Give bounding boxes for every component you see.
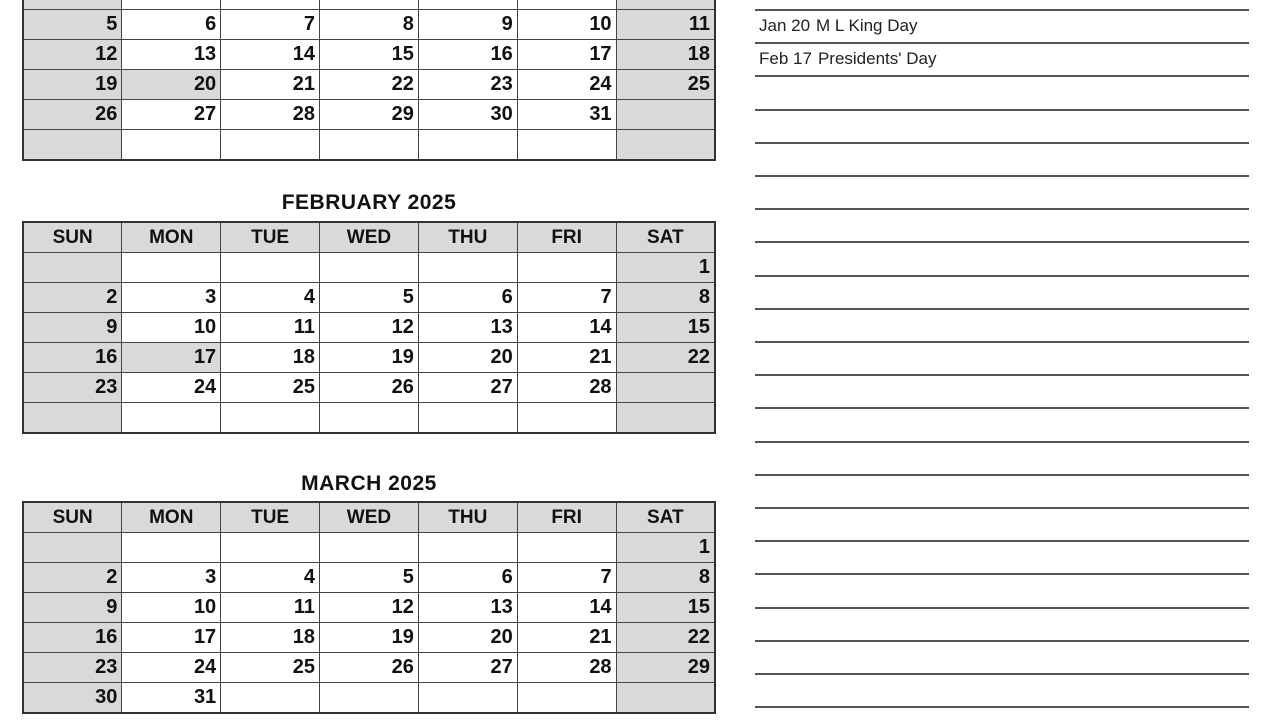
holiday-date: Feb 17 [759, 49, 812, 68]
date-cell: 15 [616, 593, 715, 623]
date-cell: 1 [616, 533, 715, 563]
date-cell: 8 [320, 10, 419, 40]
date-cell [122, 533, 221, 563]
note-line [755, 341, 1249, 343]
date-cell: 28 [221, 100, 320, 130]
week-row [23, 253, 715, 283]
date-cell [616, 0, 715, 10]
note-line [755, 109, 1249, 111]
date-cell: 22 [616, 343, 715, 373]
date-cell: 17 [122, 343, 221, 373]
date-cell: 4 [221, 283, 320, 313]
date-cell [418, 0, 517, 10]
date-cell [221, 0, 320, 10]
date-cell: 15 [320, 40, 419, 70]
week-row [23, 373, 715, 403]
date-cell [23, 130, 122, 161]
date-cell: 12 [320, 593, 419, 623]
date-cell [122, 0, 221, 10]
date-cell: 10 [517, 10, 616, 40]
date-cell: 23 [23, 373, 122, 403]
date-cell: 16 [23, 623, 122, 653]
date-cell: 11 [616, 10, 715, 40]
date-cell [418, 253, 517, 283]
february-title: FEBRUARY 2025 [281, 191, 457, 214]
date-cell: 24 [517, 70, 616, 100]
week-row [23, 563, 715, 593]
date-cell: 26 [320, 653, 419, 683]
date-cell: 11 [221, 593, 320, 623]
holiday-date: Jan 20 [759, 16, 811, 35]
date-cell [418, 533, 517, 563]
date-cell: 30 [418, 100, 517, 130]
week-row [23, 40, 715, 70]
date-cell: 28 [517, 373, 616, 403]
date-cell [320, 533, 419, 563]
note-line [755, 474, 1249, 476]
date-cell: 16 [418, 40, 517, 70]
date-cell [517, 0, 616, 10]
week-row [23, 683, 715, 714]
march-calendar [22, 501, 716, 714]
date-cell: 13 [418, 593, 517, 623]
date-cell: 11 [221, 313, 320, 343]
day-header-sat: SAT [616, 222, 715, 253]
date-cell [320, 403, 419, 434]
date-cell: 10 [122, 593, 221, 623]
date-cell: 19 [320, 343, 419, 373]
week-row [23, 403, 715, 434]
note-line [755, 175, 1249, 177]
date-cell: 15 [616, 313, 715, 343]
date-cell: 25 [616, 70, 715, 100]
date-cell [418, 130, 517, 161]
note-line [755, 407, 1249, 409]
february-calendar [22, 221, 716, 434]
date-cell: 5 [320, 283, 419, 313]
date-cell: 24 [122, 373, 221, 403]
date-cell [221, 533, 320, 563]
date-cell: 18 [616, 40, 715, 70]
day-header-tue: TUE [221, 222, 320, 253]
date-cell: 9 [418, 10, 517, 40]
note-line [755, 706, 1249, 708]
week-row [23, 593, 715, 623]
note-line [755, 374, 1249, 376]
date-cell [221, 403, 320, 434]
date-cell [418, 683, 517, 714]
date-cell: 10 [122, 313, 221, 343]
date-cell: 20 [418, 623, 517, 653]
date-cell: 13 [418, 313, 517, 343]
week-row [23, 70, 715, 100]
date-cell: 24 [122, 653, 221, 683]
date-cell: 5 [320, 563, 419, 593]
week-row [23, 343, 715, 373]
date-cell [616, 403, 715, 434]
date-cell: 14 [517, 593, 616, 623]
date-cell: 8 [616, 283, 715, 313]
note-line [755, 142, 1249, 144]
date-cell: 19 [320, 623, 419, 653]
date-cell [616, 373, 715, 403]
note-line [755, 441, 1249, 443]
date-cell: 1 [616, 253, 715, 283]
date-cell [517, 253, 616, 283]
date-cell: 27 [418, 373, 517, 403]
january-calendar [22, 0, 716, 161]
date-cell: 25 [221, 373, 320, 403]
date-cell [517, 533, 616, 563]
day-header-thu: THU [418, 222, 517, 253]
date-cell: 14 [221, 40, 320, 70]
date-cell: 21 [517, 343, 616, 373]
note-line [755, 42, 1249, 44]
day-header-mon: MON [122, 502, 221, 533]
date-cell [320, 253, 419, 283]
week-row [23, 100, 715, 130]
date-cell [122, 253, 221, 283]
date-cell: 9 [23, 593, 122, 623]
date-cell [122, 130, 221, 161]
date-cell: 12 [320, 313, 419, 343]
date-cell: 14 [517, 313, 616, 343]
note-line [755, 540, 1249, 542]
note-line [755, 275, 1249, 277]
date-cell: 6 [122, 10, 221, 40]
date-cell: 18 [221, 623, 320, 653]
day-header-fri: FRI [517, 502, 616, 533]
note-line [755, 308, 1249, 310]
week-row [23, 623, 715, 653]
date-cell: 22 [616, 623, 715, 653]
date-cell [122, 403, 221, 434]
date-cell: 21 [221, 70, 320, 100]
date-cell [616, 100, 715, 130]
date-cell: 27 [418, 653, 517, 683]
note-line [755, 75, 1249, 77]
date-cell: 27 [122, 100, 221, 130]
note-line [755, 673, 1249, 675]
date-cell: 29 [320, 100, 419, 130]
date-cell: 6 [418, 283, 517, 313]
week-row [23, 653, 715, 683]
date-cell [221, 253, 320, 283]
date-cell: 17 [517, 40, 616, 70]
date-cell: 16 [23, 343, 122, 373]
date-cell [320, 683, 419, 714]
note-line [755, 241, 1249, 243]
march-title: MARCH 2025 [301, 472, 437, 495]
date-cell: 7 [517, 283, 616, 313]
day-header-sun: SUN [23, 502, 122, 533]
date-cell: 31 [517, 100, 616, 130]
date-cell [517, 403, 616, 434]
week-row [23, 0, 715, 10]
date-cell [418, 403, 517, 434]
date-cell [517, 130, 616, 161]
day-header-thu: THU [418, 502, 517, 533]
day-header-sun: SUN [23, 222, 122, 253]
date-cell: 23 [23, 653, 122, 683]
holiday-entry [759, 16, 917, 36]
date-cell [221, 130, 320, 161]
date-cell [616, 683, 715, 714]
day-header-mon: MON [122, 222, 221, 253]
date-cell: 7 [221, 10, 320, 40]
week-row [23, 533, 715, 563]
date-cell: 29 [616, 653, 715, 683]
date-cell: 21 [517, 623, 616, 653]
holiday-name: M L King Day [816, 16, 918, 35]
date-cell: 22 [320, 70, 419, 100]
week-row [23, 10, 715, 40]
date-cell [320, 0, 419, 10]
date-cell [23, 0, 122, 10]
date-cell [23, 403, 122, 434]
date-cell [23, 533, 122, 563]
date-cell: 19 [23, 70, 122, 100]
date-cell: 20 [418, 343, 517, 373]
note-line [755, 640, 1249, 642]
day-header-sat: SAT [616, 502, 715, 533]
holiday-entry [759, 49, 936, 69]
date-cell: 20 [122, 70, 221, 100]
date-cell: 8 [616, 563, 715, 593]
date-cell: 12 [23, 40, 122, 70]
date-cell: 2 [23, 283, 122, 313]
date-cell: 6 [418, 563, 517, 593]
note-line [755, 9, 1249, 11]
date-cell: 3 [122, 563, 221, 593]
date-cell [320, 130, 419, 161]
note-line [755, 573, 1249, 575]
note-line [755, 208, 1249, 210]
date-cell: 3 [122, 283, 221, 313]
day-header-fri: FRI [517, 222, 616, 253]
date-cell: 25 [221, 653, 320, 683]
date-cell: 28 [517, 653, 616, 683]
day-header-tue: TUE [221, 502, 320, 533]
date-cell [616, 130, 715, 161]
date-cell: 26 [320, 373, 419, 403]
note-line [755, 507, 1249, 509]
date-cell: 17 [122, 623, 221, 653]
date-cell: 31 [122, 683, 221, 714]
date-cell: 13 [122, 40, 221, 70]
date-cell: 23 [418, 70, 517, 100]
date-cell: 18 [221, 343, 320, 373]
date-cell: 5 [23, 10, 122, 40]
date-cell: 9 [23, 313, 122, 343]
date-cell [221, 683, 320, 714]
date-cell: 30 [23, 683, 122, 714]
day-header-wed: WED [320, 502, 419, 533]
week-row [23, 313, 715, 343]
week-row [23, 283, 715, 313]
day-header-wed: WED [320, 222, 419, 253]
date-cell: 26 [23, 100, 122, 130]
date-cell: 2 [23, 563, 122, 593]
date-cell [517, 683, 616, 714]
holiday-name: Presidents' Day [817, 49, 937, 68]
date-cell: 7 [517, 563, 616, 593]
week-row [23, 130, 715, 161]
date-cell: 4 [221, 563, 320, 593]
note-line [755, 607, 1249, 609]
date-cell [23, 253, 122, 283]
